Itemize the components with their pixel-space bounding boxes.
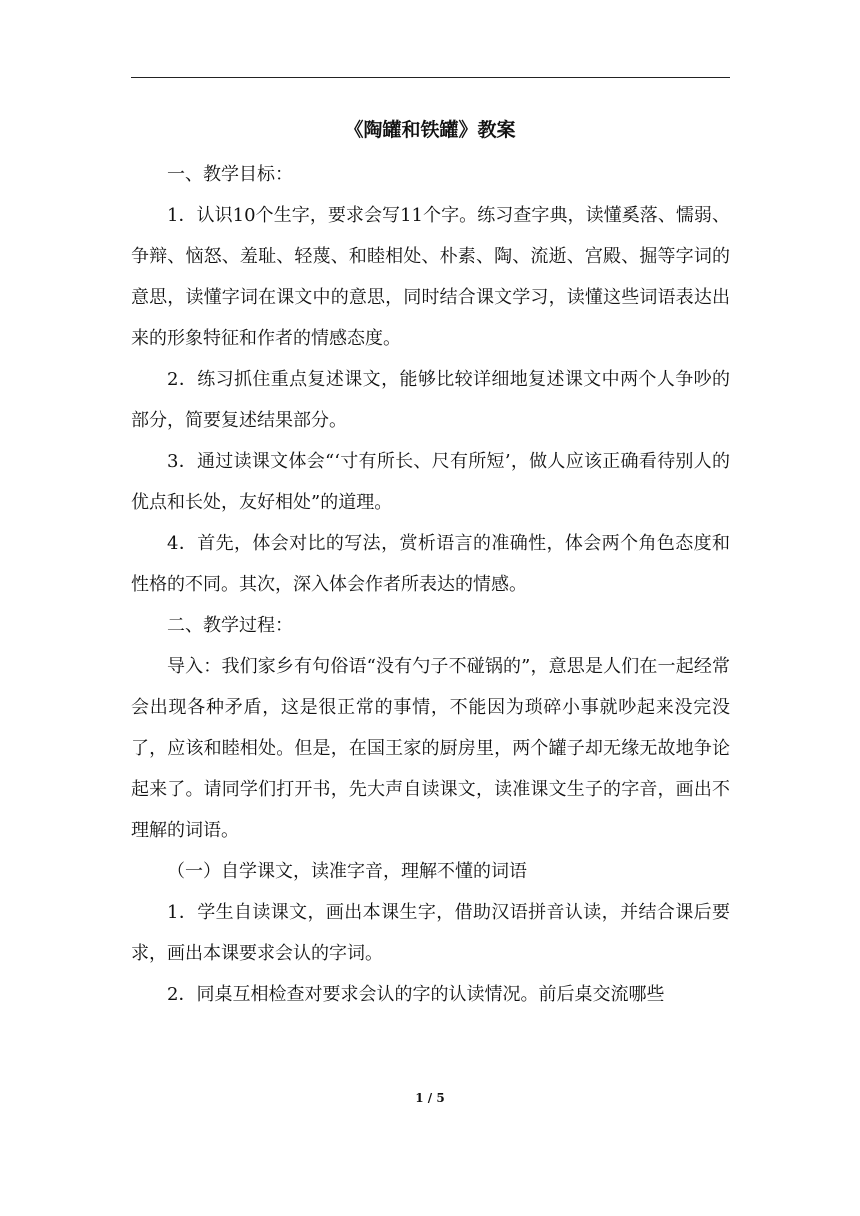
paragraph-goal-4: 4．首先，体会对比的写法，赏析语言的准确性，体会两个角色态度和性格的不同。其次，深入体会作者所表达的情感。 [131,533,730,595]
document-body [131,154,730,1015]
paragraph-step-2: 2．同桌互相检查对要求会认的字的认读情况。前后桌交流哪些 [167,984,665,1005]
paragraph-goal-1: 1．认识10个生字，要求会写11个字。练习查字典，读懂奚落、懦弱、争辩、恼怒、羞耻、轻蔑、和睦相处、朴素、陶、流逝、宫殿、掘等字词的意思，读懂字词在课文中的意思，同时结合课文学习，读懂这些词语表达出来的形象特征和作者的情感态度。 [131,205,730,349]
section-heading-goals: 一、教学目标： [167,164,293,185]
document-title: 《陶罐和铁罐》教案 [344,119,516,141]
paragraph-step-1: 1．学生自读课文，画出本课生字，借助汉语拼音认读，并结合课后要求，画出本课要求会认的字词。 [131,902,730,964]
paragraph-goal-3: 3．通过读课文体会“‘寸有所长、尺有所短’，做人应该正确看待别人的优点和长处，友好相处”的道理。 [131,451,730,513]
paragraph-goal-2: 2．练习抓住重点复述课文，能够比较详细地复述课文中两个人争吵的部分，简要复述结果部分。 [131,369,730,431]
paragraph-introduction: 导入：我们家乡有句俗语“没有勺子不碰锅的”，意思是人们在一起经常会出现各种矛盾，这是很正常的事情，不能因为琐碎小事就吵起来没完没了，应该和睦相处。但是，在国王家的厨房里，两个罐子却无缘无故地争论起来了。请同学们打开书，先大声自读课文，读准课文生子的字音，画出不理解的词语。 [131,656,730,841]
subsection-heading-self-study: （一）自学课文，读准字音，理解不懂的词语 [167,861,527,882]
section-heading-process: 二、教学过程： [167,615,293,636]
page-number: 1 / 5 [415,1091,445,1105]
header-rule [131,77,730,78]
